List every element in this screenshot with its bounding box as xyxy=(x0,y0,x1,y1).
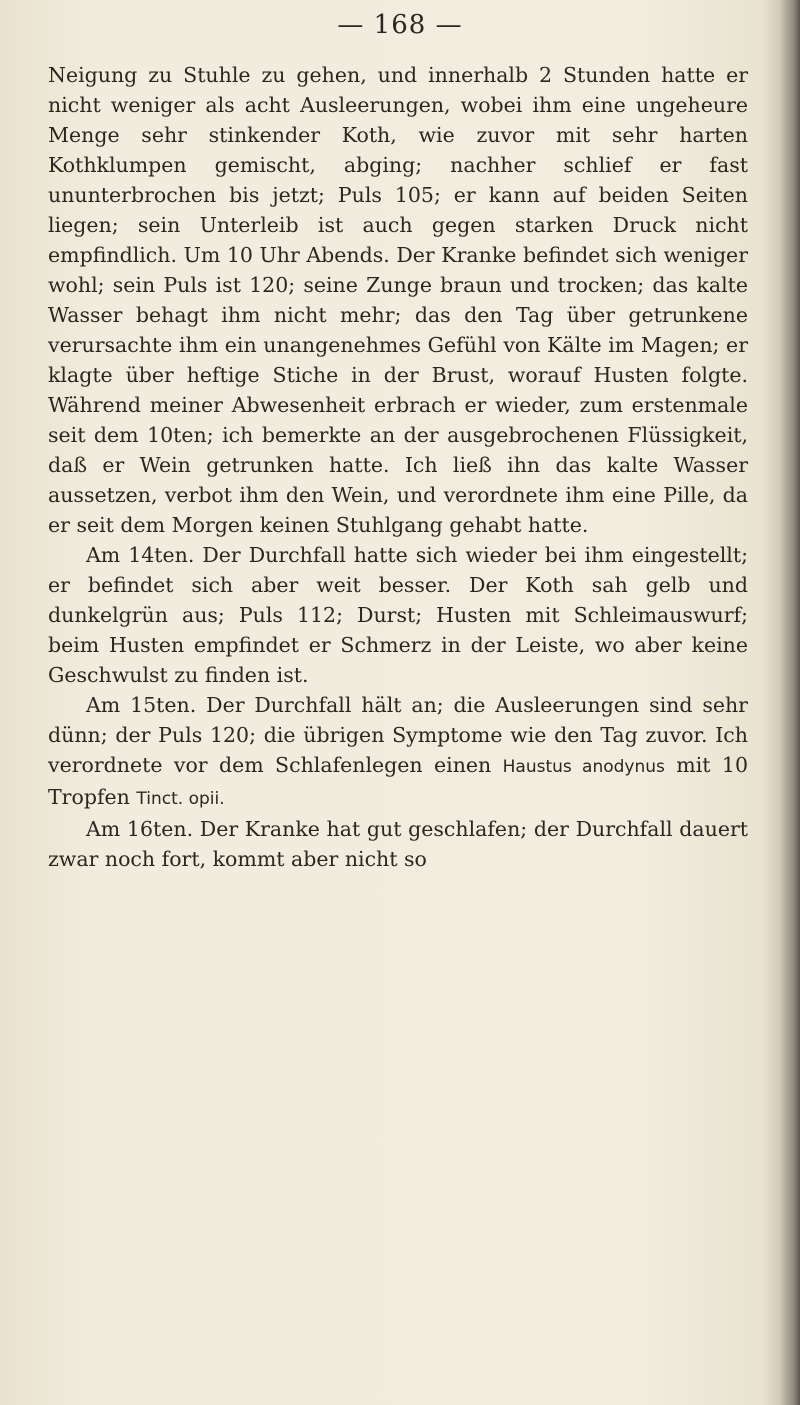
paragraph xyxy=(48,540,748,690)
paragraph xyxy=(48,60,748,540)
page-number-header: — 168 — xyxy=(337,10,463,40)
latin-term: Tinct. opii. xyxy=(136,789,225,809)
paragraph xyxy=(48,814,748,874)
page-edge-shadow xyxy=(762,0,800,1405)
latin-term: Haustus anodynus xyxy=(502,757,665,777)
body-text xyxy=(48,60,748,874)
text-run: mit 10 Tropfen xyxy=(48,753,748,809)
text-run: Neigung zu Stuhle zu gehen, und innerhalb 2 Stunden hatte er nicht weniger als acht Ausleerungen, wobei ihm eine ungeheure Menge sehr stinkender Koth, wie zuvor mit sehr harten Kothklumpen gemischt, abging; nachher schlief er fast ununterbrochen bis jetzt; Puls 105; er kann auf beiden Seiten liegen; sein Unterleib ist auch gegen starken Druck nicht empfindlich. Um 10 Uhr Abends. Der Kranke befindet sich weniger wohl; sein Puls ist 120; seine Zunge braun und trocken; das kalte Wasser behagt ihm nicht mehr; das den Tag über getrunkene verursachte ihm ein unangenehmes Gefühl von Kälte im Magen; er klagte über heftige Stiche in der Brust, worauf Husten folgte. Während meiner Abwesenheit erbrach er wieder, zum erstenmale seit dem 10ten; ich bemerkte an der ausgebrochenen Flüssigkeit, daß er Wein getrunken hatte. Ich ließ ihn das kalte Wasser aussetzen, verbot ihm den Wein, und verordnete ihm eine Pille, da er seit dem Morgen keinen Stuhlgang gehabt hatte. xyxy=(48,63,748,537)
text-run: Am 15ten. Der Durchfall hält an; die Ausleerungen sind sehr dünn; der Puls 120; die übrigen Symptome wie den Tag zuvor. Ich verordnete vor dem Schlafenlegen einen xyxy=(48,693,748,777)
text-run: Am 16ten. Der Kranke hat gut geschlafen; der Durchfall dauert zwar noch fort, kommt aber nicht so xyxy=(48,817,748,871)
paragraph xyxy=(48,690,748,814)
text-run: Am 14ten. Der Durchfall hatte sich wieder bei ihm eingestellt; er befindet sich aber weit besser. Der Koth sah gelb und dunkelgrün aus; Puls 112; Durst; Husten mit Schleimauswurf; beim Husten empfindet er Schmerz in der Leiste, wo aber keine Geschwulst zu finden ist. xyxy=(48,543,748,687)
